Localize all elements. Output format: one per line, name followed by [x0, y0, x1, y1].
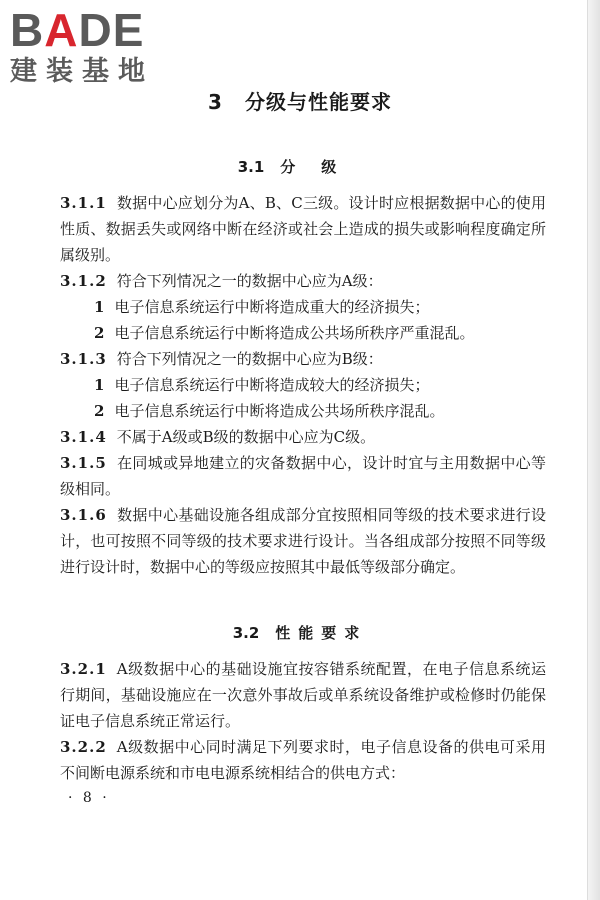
clause: 3.1.6 数据中心基础设施各组成部分宜按照相同等级的技术要求进行设计，也可按照不同等级的技术要求进行设计。当各组成部分按照不同等级进行设计时，数据中心的等级应按照其中最低等级部分确定。: [60, 506, 546, 576]
clause: 3.1.3 符合下列情况之一的数据中心应为B级：: [60, 350, 383, 368]
list-item: 1 电子信息系统运行中断将造成较大的经济损失；: [94, 376, 430, 394]
watermark-logo: [8, 4, 178, 88]
clause: 3.1.5 在同城或异地建立的灾备数据中心，设计时宜与主用数据中心等级相同。: [60, 454, 546, 498]
clause: 3.1.2 符合下列情况之一的数据中心应为A级：: [60, 272, 383, 290]
page-number: · 8 ·: [68, 790, 110, 806]
clause: 3.1.1 数据中心应划分为A、B、C三级。设计时应根据数据中心的使用性质、数据丢失或网络中断在经济或社会上造成的损失或影响程度确定所属级别。: [60, 194, 546, 264]
watermark-cjk: 建装基地: [10, 56, 154, 87]
chapter-title: 3 分级与性能要求: [208, 90, 392, 114]
page-edge: [587, 0, 600, 900]
list-item: 2 电子信息系统运行中断将造成公共场所秩序严重混乱。: [94, 324, 475, 342]
clause: 3.1.4 不属于A级或B级的数据中心应为C级。: [60, 428, 376, 446]
clause: 3.2.1 A级数据中心的基础设施宜按容错系统配置，在电子信息系统运行期间，基础设施应在一次意外事故后或单系统设备维护或检修时仍能保证电子信息系统正常运行。: [60, 660, 546, 730]
section-body: [60, 656, 546, 786]
list-item: 1 电子信息系统运行中断将造成重大的经济损失；: [94, 298, 430, 316]
clause: 3.2.2 A级数据中心同时满足下列要求时，电子信息设备的供电可采用不间断电源系统和市电电源系统相结合的供电方式：: [60, 738, 546, 782]
section-title: 3.1 分级: [237, 158, 363, 176]
section-body: [60, 190, 546, 580]
watermark-latin: BADE: [10, 4, 145, 56]
list-item: 2 电子信息系统运行中断将造成公共场所秩序混乱。: [94, 402, 445, 420]
section-title: 3.2 性能要求: [232, 624, 368, 642]
